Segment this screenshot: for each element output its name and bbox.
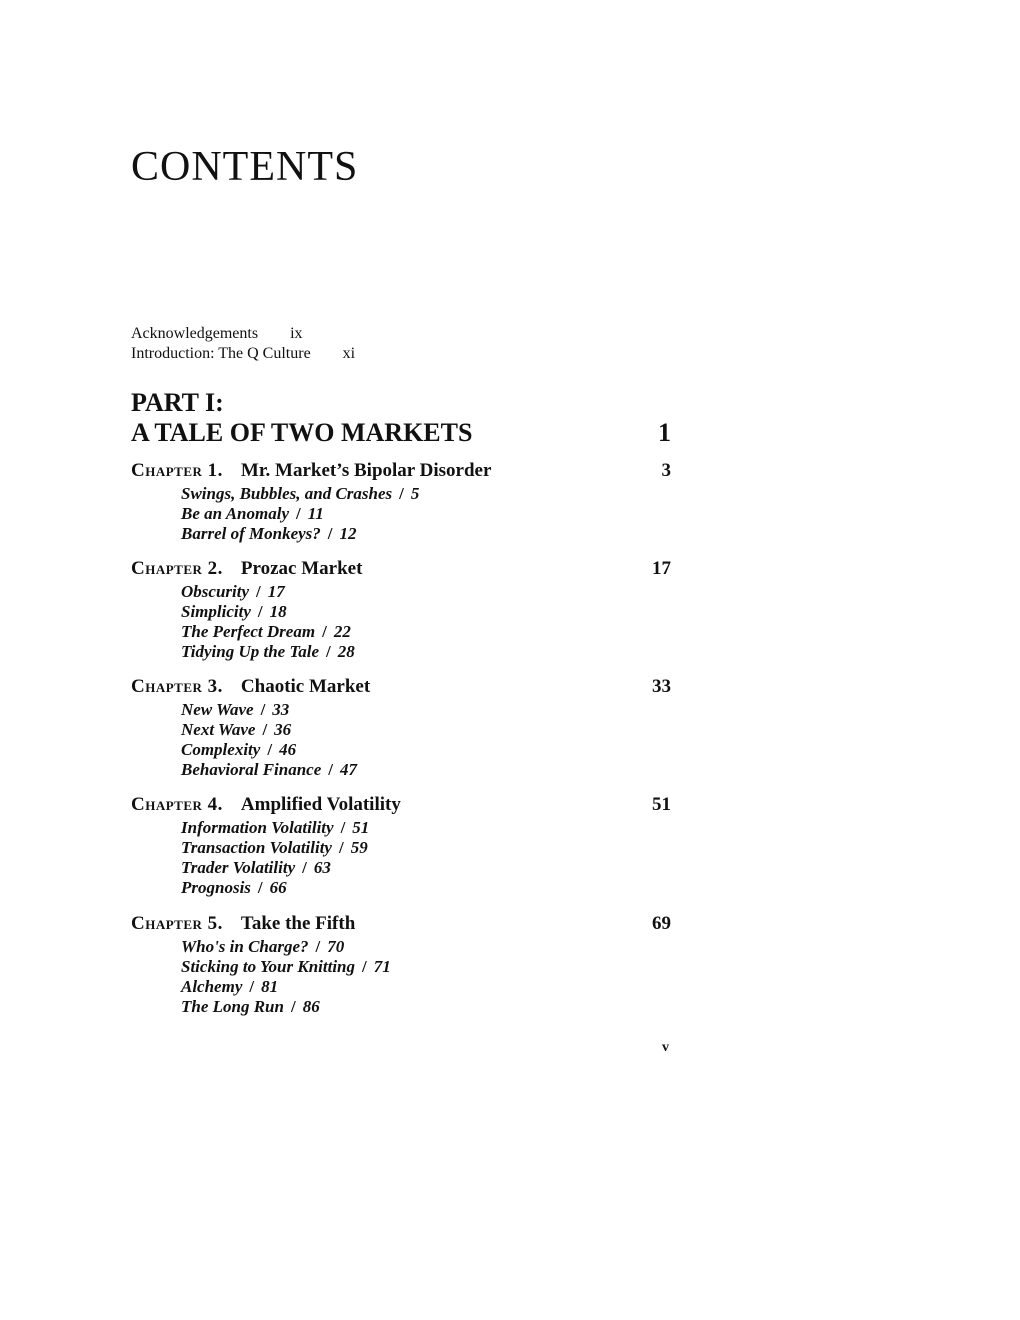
section-title: Sticking to Your Knitting xyxy=(181,957,356,976)
front-matter-item xyxy=(131,324,355,344)
front-matter-list xyxy=(131,324,355,364)
chapter-heading xyxy=(131,913,671,935)
section-separator: / xyxy=(262,720,268,739)
section-separator: / xyxy=(328,760,333,779)
chapter-heading xyxy=(131,676,671,698)
chapter-title: Chaotic Market xyxy=(240,676,371,697)
section-item xyxy=(181,838,671,858)
section-list xyxy=(181,937,671,1017)
section-page: 28 xyxy=(337,642,355,661)
section-title: Who's in Charge? xyxy=(181,937,309,956)
section-item xyxy=(181,878,671,898)
section-page: 63 xyxy=(313,858,331,877)
section-page: 11 xyxy=(307,504,324,523)
section-item xyxy=(181,977,671,997)
front-matter-page: ix xyxy=(290,325,303,342)
section-title: Transaction Volatility xyxy=(181,838,332,857)
section-title: Barrel of Monkeys? xyxy=(181,524,321,543)
section-separator: / xyxy=(296,504,301,523)
section-separator: / xyxy=(327,524,333,543)
section-title: The Long Run xyxy=(181,997,284,1016)
section-separator: / xyxy=(302,858,307,877)
section-title: Trader Volatility xyxy=(181,858,296,877)
chapter-heading xyxy=(131,460,671,482)
part-heading xyxy=(131,388,671,448)
section-item xyxy=(181,997,671,1017)
chapter-page: 69 xyxy=(652,913,671,934)
section-page: 17 xyxy=(267,582,285,601)
part-title: A TALE OF TWO MARKETS xyxy=(131,418,473,447)
section-page: 33 xyxy=(272,700,290,719)
section-title: Simplicity xyxy=(181,602,251,621)
section-separator: / xyxy=(340,818,346,837)
chapter-entry xyxy=(131,913,671,1017)
chapter-heading xyxy=(131,794,671,816)
front-matter-title: Acknowledgements xyxy=(131,325,259,342)
section-separator: / xyxy=(257,602,263,621)
page-title: CONTENTS xyxy=(131,144,359,190)
section-page: 12 xyxy=(339,524,357,543)
section-item xyxy=(181,957,671,977)
section-item xyxy=(181,602,671,622)
section-item xyxy=(181,740,671,760)
chapter-title: Prozac Market xyxy=(240,558,363,579)
chapter-entry xyxy=(131,558,671,662)
section-page: 66 xyxy=(269,878,287,897)
section-title: Next Wave xyxy=(181,720,256,739)
section-title: New Wave xyxy=(181,700,254,719)
section-page: 5 xyxy=(410,484,420,503)
page-folio: v xyxy=(662,1040,669,1055)
section-item xyxy=(181,582,671,602)
section-title: The Perfect Dream xyxy=(181,622,316,641)
section-separator: / xyxy=(399,484,404,503)
section-item xyxy=(181,818,671,838)
section-page: 46 xyxy=(279,740,297,759)
part-label: PART I: xyxy=(131,388,224,417)
section-separator: / xyxy=(326,642,331,661)
chapter-label: Chapter 3. xyxy=(131,676,223,697)
chapter-page: 51 xyxy=(652,794,671,815)
section-separator: / xyxy=(256,582,261,601)
section-page: 59 xyxy=(350,838,368,857)
section-item xyxy=(181,720,671,740)
section-item xyxy=(181,760,671,780)
part-page: 1 xyxy=(658,418,671,447)
section-separator: / xyxy=(362,957,367,976)
section-item xyxy=(181,642,671,662)
section-item xyxy=(181,622,671,642)
chapter-label: Chapter 2. xyxy=(131,558,223,579)
section-title: Behavioral Finance xyxy=(181,760,322,779)
front-matter-page: xi xyxy=(342,345,356,362)
section-item xyxy=(181,504,671,524)
section-item xyxy=(181,858,671,878)
section-page: 70 xyxy=(327,937,345,956)
chapter-label: Chapter 1. xyxy=(131,460,223,481)
section-item xyxy=(181,484,671,504)
front-matter-title: Introduction: The Q Culture xyxy=(131,345,311,362)
section-page: 81 xyxy=(261,977,279,996)
chapter-entry xyxy=(131,794,671,898)
section-page: 86 xyxy=(302,997,320,1016)
section-title: Complexity xyxy=(181,740,261,759)
chapter-page: 17 xyxy=(652,558,671,579)
chapter-title: Mr. Market’s Bipolar Disorder xyxy=(240,460,492,481)
chapter-heading xyxy=(131,558,671,580)
section-page: 71 xyxy=(373,957,391,976)
section-title: Alchemy xyxy=(181,977,243,996)
section-list xyxy=(181,582,671,662)
chapter-page: 33 xyxy=(652,676,671,697)
section-title: Information Volatility xyxy=(181,818,334,837)
section-page: 18 xyxy=(269,602,287,621)
section-separator: / xyxy=(290,997,296,1016)
section-page: 51 xyxy=(352,818,370,837)
section-title: Swings, Bubbles, and Crashes xyxy=(181,484,393,503)
section-separator: / xyxy=(260,700,266,719)
section-separator: / xyxy=(322,622,327,641)
section-separator: / xyxy=(338,838,344,857)
section-item xyxy=(181,700,671,720)
section-separator: / xyxy=(267,740,273,759)
chapter-entry xyxy=(131,676,671,780)
section-item xyxy=(181,937,671,957)
chapter-title: Amplified Volatility xyxy=(240,794,401,815)
section-separator: / xyxy=(257,878,263,897)
section-title: Tidying Up the Tale xyxy=(181,642,320,661)
section-title: Obscurity xyxy=(181,582,249,601)
section-list xyxy=(181,484,671,544)
chapter-page: 3 xyxy=(661,460,671,481)
section-page: 47 xyxy=(340,760,357,779)
section-list xyxy=(181,818,671,898)
section-title: Be an Anomaly xyxy=(181,504,289,523)
section-item xyxy=(181,524,671,544)
section-page: 36 xyxy=(274,720,292,739)
section-title: Prognosis xyxy=(181,878,251,897)
section-page: 22 xyxy=(333,622,351,641)
chapter-title: Take the Fifth xyxy=(240,913,356,934)
chapter-label: Chapter 4. xyxy=(131,794,223,815)
front-matter-item xyxy=(131,344,355,364)
section-list xyxy=(181,700,671,780)
chapter-entry xyxy=(131,460,671,544)
chapter-label: Chapter 5. xyxy=(131,913,223,934)
section-separator: / xyxy=(249,977,255,996)
section-separator: / xyxy=(315,937,321,956)
